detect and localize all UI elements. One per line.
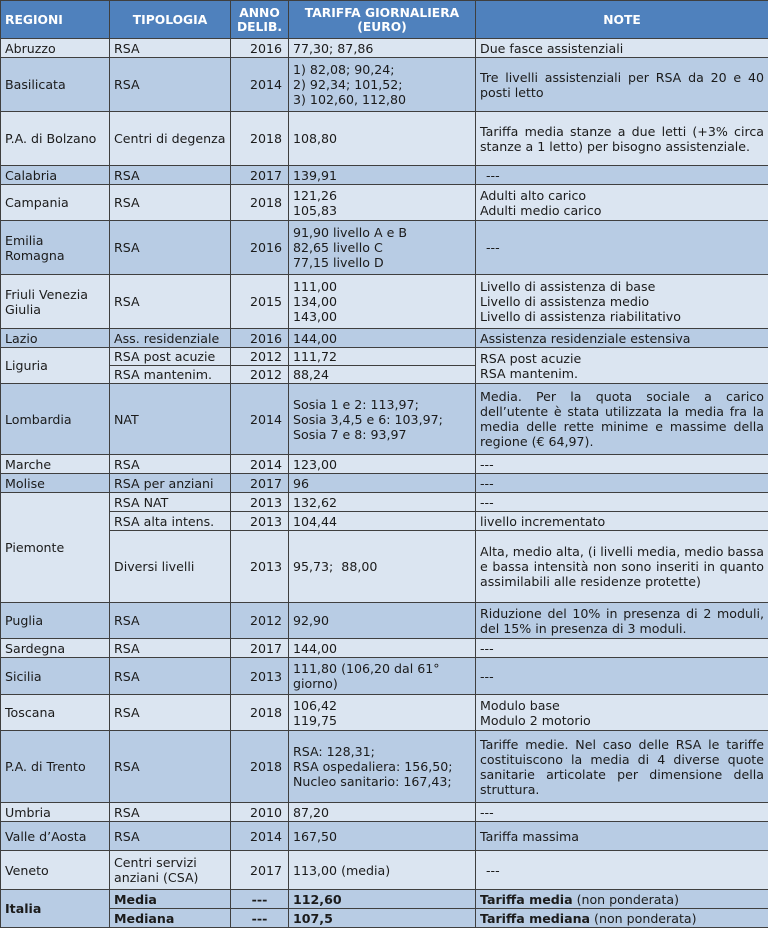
table-row xyxy=(1,185,768,221)
table-row xyxy=(1,493,768,512)
table-row xyxy=(1,851,768,890)
tipologia-cell: Diversi livelli xyxy=(110,531,231,603)
tariffa-line: 119,75 xyxy=(293,712,338,728)
col-header-tariffa: TARIFFA GIORNALIERA (EURO) xyxy=(289,1,476,39)
note-cell: Alta, medio alta, (i livelli media, medio bassa e bassa intensità non sono inseriti in quanto assimilabili alle residenze protette) xyxy=(476,531,768,603)
tariffa-cell: 92,90 xyxy=(289,603,476,639)
anno-cell: 2018 xyxy=(231,695,289,731)
note-bold: Tariffa media xyxy=(480,891,573,907)
tariffa-line: 91,90 livello A e B xyxy=(293,225,407,240)
note-cell: --- xyxy=(476,493,768,512)
tariffa-cell xyxy=(289,731,476,803)
note-cell: Riduzione del 10% in presenza di 2 moduli, del 15% in presenza di 3 moduli. xyxy=(476,603,768,639)
tipologia-cell: RSA xyxy=(110,275,231,329)
anno-cell: 2014 xyxy=(231,822,289,851)
note-cell: Tariffa massima xyxy=(476,822,768,851)
note-cell xyxy=(476,695,768,731)
tariffa-line: 1) 82,08; 90,24; xyxy=(293,62,395,77)
col-header-tipologia: TIPOLOGIA xyxy=(110,1,231,39)
tariffa-line: 121,26 xyxy=(293,187,338,203)
tariffa-line: 77,15 livello D xyxy=(293,255,384,270)
tariffa-cell: 87,20 xyxy=(289,803,476,822)
tipologia-cell: RSA xyxy=(110,731,231,803)
tipologia-cell: RSA NAT xyxy=(110,493,231,512)
anno-cell: 2016 xyxy=(231,329,289,348)
tariffa-cell xyxy=(289,695,476,731)
note-cell: --- xyxy=(476,851,768,890)
tariffa-line: 111,00 xyxy=(293,279,338,294)
note-cell: --- xyxy=(476,474,768,493)
tipologia-cell: Mediana xyxy=(110,909,231,928)
note-normal: (non ponderata) xyxy=(572,891,680,907)
table-row xyxy=(1,803,768,822)
region-cell: Friuli Venezia Giulia xyxy=(1,275,110,329)
tariffa-cell: 139,91 xyxy=(289,166,476,185)
table-row xyxy=(1,221,768,275)
tipologia-cell: RSA xyxy=(110,221,231,275)
note-line: Modulo base xyxy=(480,697,560,713)
anno-cell: 2016 xyxy=(231,221,289,275)
region-cell: Sardegna xyxy=(1,639,110,658)
region-cell: Lazio xyxy=(1,329,110,348)
tariffa-line: 3) 102,60, 112,80 xyxy=(293,92,407,107)
tariffa-cell: 77,30; 87,86 xyxy=(289,39,476,58)
note-bold: Tariffa mediana xyxy=(480,910,591,926)
totals-row-mediana xyxy=(1,909,768,928)
tariffa-cell: 108,80 xyxy=(289,112,476,166)
tipologia-cell: RSA xyxy=(110,166,231,185)
tipologia-cell: RSA xyxy=(110,39,231,58)
tariffa-line: RSA ospedaliera: 156,50; xyxy=(293,759,453,774)
tipologia-cell: Centri di degenza xyxy=(110,112,231,166)
anno-cell: 2013 xyxy=(231,658,289,695)
note-cell xyxy=(476,348,768,384)
tariffa-cell: 144,00 xyxy=(289,639,476,658)
table-row xyxy=(1,166,768,185)
table-row xyxy=(1,455,768,474)
tipologia-cell: RSA xyxy=(110,803,231,822)
totals-row-media xyxy=(1,890,768,909)
table-row xyxy=(1,112,768,166)
table-row xyxy=(1,531,768,603)
anno-cell: --- xyxy=(231,890,289,909)
tipologia-cell: RSA xyxy=(110,455,231,474)
region-cell: Emilia Romagna xyxy=(1,221,110,275)
tariffa-cell: 107,5 xyxy=(289,909,476,928)
region-cell: Veneto xyxy=(1,851,110,890)
tariffa-line: 2) 92,34; 101,52; xyxy=(293,77,403,92)
anno-cell: 2017 xyxy=(231,639,289,658)
region-cell: Valle d’Aosta xyxy=(1,822,110,851)
anno-cell: 2015 xyxy=(231,275,289,329)
tipologia-cell: RSA xyxy=(110,603,231,639)
region-cell: Toscana xyxy=(1,695,110,731)
tariffa-line: Sosia 1 e 2: 113,97; xyxy=(293,396,419,412)
tariffa-line: Sosia 7 e 8: 93,97 xyxy=(293,426,407,442)
note-line: Livello di assistenza medio xyxy=(480,294,650,309)
tipologia-cell: RSA xyxy=(110,185,231,221)
region-cell: Molise xyxy=(1,474,110,493)
note-cell: Tariffe medie. Nel caso delle RSA le tariffe costituiscono la media di 4 diverse quote sanitarie articolate per dimensione della struttura. xyxy=(476,731,768,803)
anno-cell: 2012 xyxy=(231,366,289,384)
table-row xyxy=(1,731,768,803)
tariffa-cell: 132,62 xyxy=(289,493,476,512)
anno-cell: 2014 xyxy=(231,455,289,474)
col-header-regioni: REGIONI xyxy=(1,1,110,39)
region-cell: Lombardia xyxy=(1,384,110,455)
region-cell: Puglia xyxy=(1,603,110,639)
tipologia-cell: Ass. residenziale xyxy=(110,329,231,348)
tariffa-line: RSA: 128,31; xyxy=(293,744,375,759)
note-cell: livello incrementato xyxy=(476,512,768,531)
region-cell: Campania xyxy=(1,185,110,221)
note-cell: --- xyxy=(476,658,768,695)
tariffa-line: 134,00 xyxy=(293,294,338,309)
note-cell: Assistenza residenziale estensiva xyxy=(476,329,768,348)
tariffa-cell xyxy=(289,384,476,455)
region-cell: P.A. di Trento xyxy=(1,731,110,803)
table-row xyxy=(1,658,768,695)
anno-cell: 2018 xyxy=(231,185,289,221)
note-cell: --- xyxy=(476,221,768,275)
tipologia-cell: RSA xyxy=(110,658,231,695)
note-line: Adulti alto carico xyxy=(480,187,587,203)
tipologia-cell: RSA per anziani xyxy=(110,474,231,493)
note-cell: Tariffa media stanze a due letti (+3% circa stanze a 1 letto) per bisogno assistenziale. xyxy=(476,112,768,166)
tariffa-line: 106,42 xyxy=(293,697,338,713)
tipologia-cell: RSA xyxy=(110,639,231,658)
tipologia-cell: RSA alta intens. xyxy=(110,512,231,531)
tariffa-cell: 96 xyxy=(289,474,476,493)
col-header-note: NOTE xyxy=(476,1,768,39)
table-row xyxy=(1,822,768,851)
tariffa-cell xyxy=(289,58,476,112)
anno-cell: 2016 xyxy=(231,39,289,58)
table-row xyxy=(1,695,768,731)
tariffa-cell: 112,60 xyxy=(289,890,476,909)
region-cell: Marche xyxy=(1,455,110,474)
region-cell: Abruzzo xyxy=(1,39,110,58)
tipologia-cell: RSA xyxy=(110,58,231,112)
tipologia-cell: Centri servizi anziani (CSA) xyxy=(110,851,231,890)
note-cell xyxy=(476,890,768,909)
table-row xyxy=(1,58,768,112)
note-line: Livello di assistenza riabilitativo xyxy=(480,309,681,324)
region-cell: Italia xyxy=(1,890,110,928)
tariffa-cell: 167,50 xyxy=(289,822,476,851)
region-cell: Liguria xyxy=(1,348,110,384)
tariffa-line: Nucleo sanitario: 167,43; xyxy=(293,774,452,789)
tipologia-cell: NAT xyxy=(110,384,231,455)
note-cell: Tre livelli assistenziali per RSA da 20 e 40 posti letto xyxy=(476,58,768,112)
note-line: RSA mantenim. xyxy=(480,365,579,381)
anno-cell: --- xyxy=(231,909,289,928)
note-cell: Due fasce assistenziali xyxy=(476,39,768,58)
region-cell: Calabria xyxy=(1,166,110,185)
region-cell: P.A. di Bolzano xyxy=(1,112,110,166)
table-row xyxy=(1,639,768,658)
col-header-anno: ANNO DELIB. xyxy=(231,1,289,39)
note-cell: --- xyxy=(476,166,768,185)
tariffa-cell: 111,80 (106,20 dal 61° giorno) xyxy=(289,658,476,695)
note-cell: --- xyxy=(476,803,768,822)
region-cell: Umbria xyxy=(1,803,110,822)
tipologia-cell: RSA post acuzie xyxy=(110,348,231,366)
table-row xyxy=(1,39,768,58)
tariffa-cell: 104,44 xyxy=(289,512,476,531)
tipologia-cell: RSA xyxy=(110,822,231,851)
tipologia-cell: RSA mantenim. xyxy=(110,366,231,384)
anno-cell: 2012 xyxy=(231,603,289,639)
anno-cell: 2013 xyxy=(231,531,289,603)
tariffa-line: 105,83 xyxy=(293,202,338,218)
tipologia-cell: Media xyxy=(110,890,231,909)
anno-cell: 2017 xyxy=(231,474,289,493)
anno-cell: 2017 xyxy=(231,851,289,890)
anno-cell: 2013 xyxy=(231,512,289,531)
table-row xyxy=(1,275,768,329)
tariffa-cell xyxy=(289,275,476,329)
note-line: Adulti medio carico xyxy=(480,202,602,218)
note-normal: (non ponderata) xyxy=(590,910,697,926)
tariffa-cell xyxy=(289,185,476,221)
anno-cell: 2014 xyxy=(231,384,289,455)
anno-cell: 2014 xyxy=(231,58,289,112)
anno-cell: 2012 xyxy=(231,348,289,366)
region-cell: Sicilia xyxy=(1,658,110,695)
anno-cell: 2017 xyxy=(231,166,289,185)
tariffa-cell: 88,24 xyxy=(289,366,476,384)
table-row xyxy=(1,474,768,493)
tariffa-line: Sosia 3,4,5 e 6: 103,97; xyxy=(293,411,443,427)
anno-cell: 2013 xyxy=(231,493,289,512)
table-row xyxy=(1,329,768,348)
tariffa-cell: 113,00 (media) xyxy=(289,851,476,890)
note-cell xyxy=(476,275,768,329)
note-line: Modulo 2 motorio xyxy=(480,712,591,728)
note-cell: --- xyxy=(476,455,768,474)
header-row xyxy=(1,1,768,39)
tariffa-line: 82,65 livello C xyxy=(293,240,383,255)
tariffa-cell: 123,00 xyxy=(289,455,476,474)
tariffa-cell: 111,72 xyxy=(289,348,476,366)
note-line: RSA post acuzie xyxy=(480,350,582,366)
table-row xyxy=(1,603,768,639)
tariffa-line: 143,00 xyxy=(293,309,338,324)
tariffa-cell xyxy=(289,221,476,275)
table-row xyxy=(1,348,768,366)
note-cell: --- xyxy=(476,639,768,658)
anno-cell: 2018 xyxy=(231,731,289,803)
region-cell: Basilicata xyxy=(1,58,110,112)
table-row xyxy=(1,512,768,531)
anno-cell: 2018 xyxy=(231,112,289,166)
tariffa-cell: 144,00 xyxy=(289,329,476,348)
tipologia-cell: RSA xyxy=(110,695,231,731)
anno-cell: 2010 xyxy=(231,803,289,822)
region-cell: Piemonte xyxy=(1,493,110,603)
table-row xyxy=(1,384,768,455)
note-line: Livello di assistenza di base xyxy=(480,279,656,294)
note-cell: Media. Per la quota sociale a carico dell’utente è stata utilizzata la media fra la media delle rette minime e massime della regione (€ 64,97). xyxy=(476,384,768,455)
note-cell xyxy=(476,185,768,221)
note-cell xyxy=(476,909,768,928)
tariffa-cell: 95,73; 88,00 xyxy=(289,531,476,603)
